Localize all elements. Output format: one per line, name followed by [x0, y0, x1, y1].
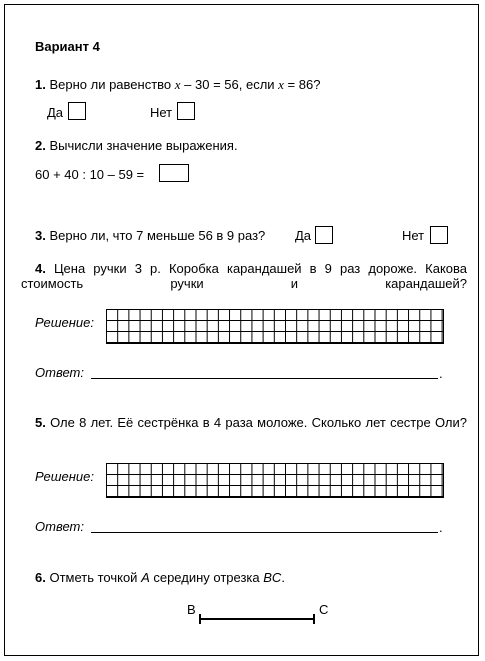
q1-yes-checkbox[interactable]: [68, 102, 86, 120]
q2-text: 2. Вычисли значение выражения.: [35, 138, 238, 153]
q1-no-label: Нет: [150, 105, 173, 120]
q2-expression: 60 + 40 : 10 – 59 =: [35, 167, 145, 182]
q5-answer-label: Ответ:: [35, 519, 84, 534]
q3-yes-label: Да: [295, 228, 312, 243]
q4-answer-end: .: [439, 366, 443, 381]
q5-answer-line[interactable]: [91, 532, 438, 533]
q1-number: 1.: [35, 77, 46, 92]
q4-solution-grid[interactable]: [106, 309, 444, 344]
q3-no-label: Нет: [402, 228, 425, 243]
q5-solution-label: Решение:: [35, 469, 95, 484]
q4-number: 4.: [35, 261, 46, 276]
q5-text: 5. Оле 8 лет. Её сестрёнка в 4 раза моложе. Сколько лет сестре Оли?: [35, 415, 467, 430]
q4-answer-label: Ответ:: [35, 365, 84, 380]
q1-no-checkbox[interactable]: [177, 102, 195, 120]
q6-number: 6.: [35, 570, 46, 585]
q4-answer-line[interactable]: [91, 378, 438, 379]
q1-text: 1. Верно ли равенство x – 30 = 56, если x = 86?: [35, 77, 321, 92]
q1-yes-label: Да: [47, 105, 64, 120]
q3-text: 3. Верно ли, что 7 меньше 56 в 9 раз?: [35, 228, 266, 243]
q2-answer-box[interactable]: [159, 164, 189, 182]
q5-solution-grid[interactable]: [106, 463, 444, 498]
q3-no-checkbox[interactable]: [430, 226, 448, 244]
q3-number: 3.: [35, 228, 46, 243]
q6-label-b: B: [187, 602, 196, 617]
q4-text: 4. Цена ручки 3 р. Коробка карандашей в 9 раз дороже. Какова стоимость ручки и карандашей?: [21, 261, 467, 291]
segment-bc[interactable]: [195, 611, 319, 627]
q5-answer-end: .: [439, 520, 443, 535]
q2-number: 2.: [35, 138, 46, 153]
q6-label-c: C: [319, 602, 329, 617]
variant-title: Вариант 4: [35, 39, 100, 54]
worksheet-page: [4, 4, 479, 656]
q6-text: 6. Отметь точкой A середину отрезка BC.: [35, 570, 285, 585]
q4-solution-label: Решение:: [35, 315, 95, 330]
q5-number: 5.: [35, 415, 46, 430]
q3-yes-checkbox[interactable]: [315, 226, 333, 244]
